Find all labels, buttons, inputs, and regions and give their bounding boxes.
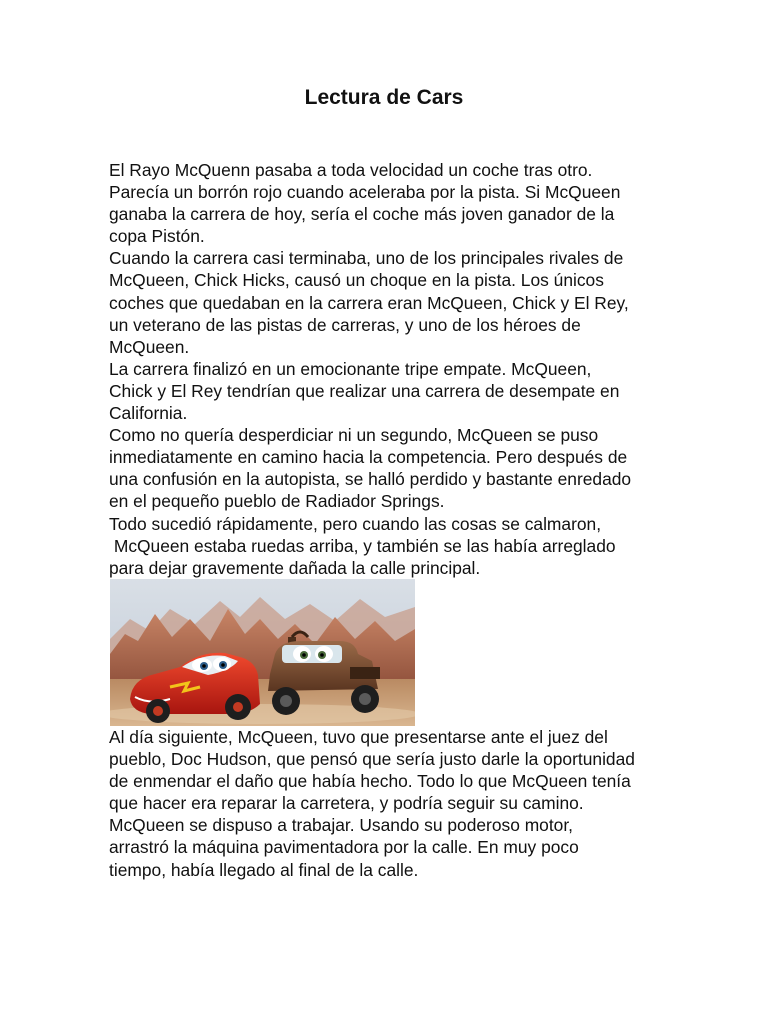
text-line: copa Pistón. (109, 226, 205, 247)
text-line: McQueen. (109, 336, 190, 357)
text-line: Todo sucedió rápidamente, pero cuando las cosas se calmaron, (109, 513, 602, 534)
text-line: inmediatamente en camino hacia la competencia. Pero después de (109, 447, 628, 468)
cars-illustration (110, 579, 415, 726)
text-line: que hacer era reparar la carretera, y podría seguir su camino. (109, 793, 584, 814)
text-line: ganaba la carrera de hoy, sería el coche más joven ganador de la (109, 204, 615, 225)
text-line: Cuando la carrera casi terminaba, uno de los principales rivales de (109, 248, 624, 269)
text-line: una confusión en la autopista, se halló perdido y bastante enredado (109, 469, 632, 490)
text-line: de enmendar el daño que había hecho. Todo lo que McQueen tenía (109, 771, 631, 792)
document-title: Lectura de Cars (304, 86, 464, 109)
text-line: Al día siguiente, McQueen, tuvo que presentarse ante el juez del (109, 727, 608, 747)
text-line: McQueen se dispuso a trabajar. Usando su poderoso motor, (109, 815, 574, 836)
text-line: La carrera finalizó en un emocionante tripe empate. McQueen, (109, 358, 592, 379)
text-line: Como no quería desperdiciar ni un segundo, McQueen se puso (109, 425, 599, 446)
body-text-top (109, 159, 669, 579)
text-line: arrastró la máquina pavimentadora por la calle. En muy poco (109, 837, 579, 858)
text-line: McQueen estaba ruedas arriba, y también se las había arreglado (109, 535, 616, 556)
text-line: Parecía un borrón rojo cuando aceleraba por la pista. Si McQueen (109, 182, 621, 203)
text-line: El Rayo McQuenn pasaba a toda velocidad un coche tras otro. (109, 160, 593, 180)
text-line: un veterano de las pistas de carreras, y uno de los héroes de (109, 314, 581, 335)
text-line: en el pequeño pueblo de Radiador Springs. (109, 491, 445, 512)
text-line: tiempo, había llegado al final de la calle. (109, 859, 419, 880)
text-line: Chick y El Rey tendrían que realizar una carrera de desempate en (109, 380, 620, 401)
text-line: California. (109, 403, 188, 424)
text-line: McQueen, Chick Hicks, causó un choque en la pista. Los únicos (109, 270, 604, 291)
text-line: para dejar gravemente dañada la calle principal. (109, 557, 481, 578)
text-line: pueblo, Doc Hudson, que pensó que sería justo darle la oportunidad (109, 749, 635, 770)
text-line: coches que quedaban en la carrera eran McQueen, Chick y El Rey, (109, 292, 629, 313)
body-text-bottom (109, 726, 669, 881)
